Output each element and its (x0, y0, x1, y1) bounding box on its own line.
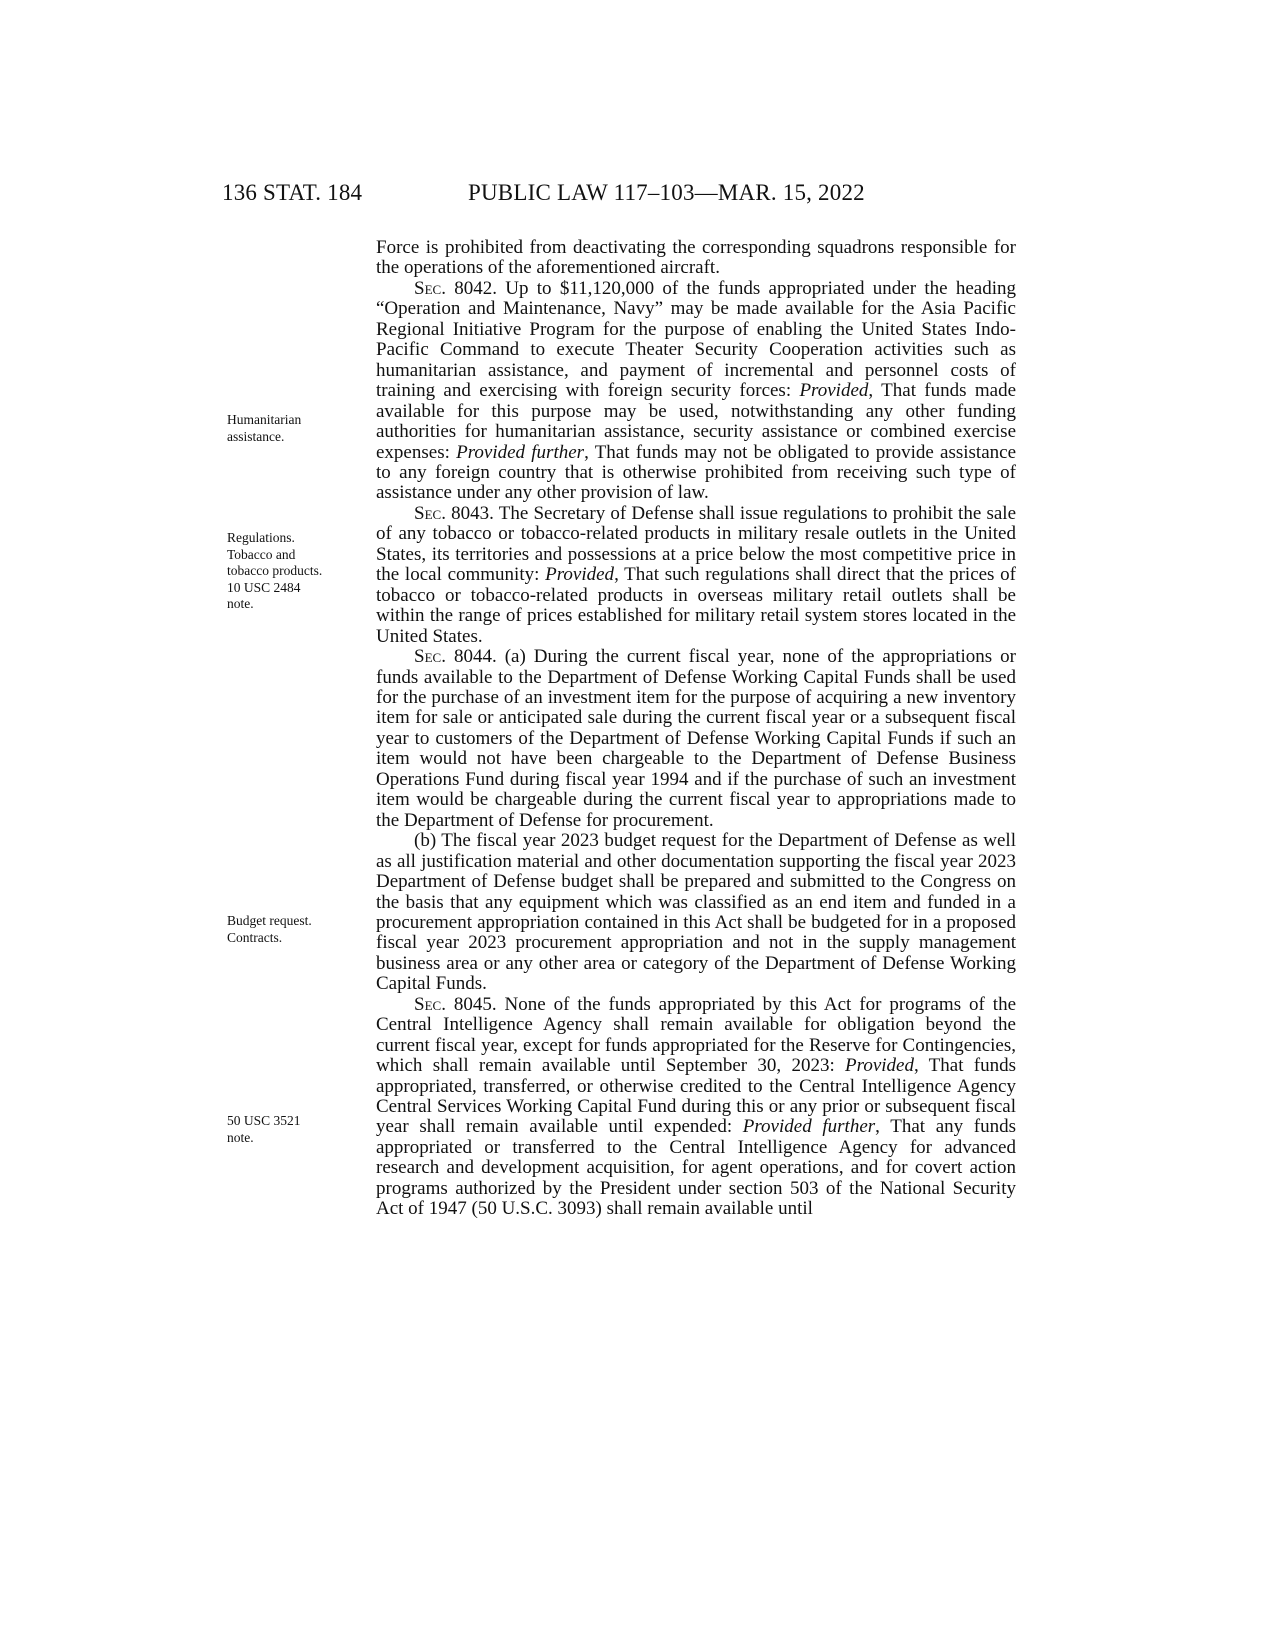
section-text: . 8045. None of the funds appropriated by this Act for programs of the Central Intelligence Agency shall remain available for obligation beyond the current fiscal year, except for funds appropriated for the Reserve for Contingencies, which shall remain available until September 30, 2023: (376, 993, 1016, 1077)
section-8043 (376, 504, 1016, 647)
margin-note-line: Humanitarian (227, 412, 302, 427)
margin-note-budget (227, 913, 357, 946)
margin-note-50-usc (227, 1113, 357, 1146)
margin-note-line: note. (227, 1129, 254, 1145)
provided-term: Provided (845, 1055, 914, 1077)
margin-note-line: Budget request. (227, 913, 312, 928)
section-text: . 8043. The Secretary of Defense shall issue regulations to prohibit the sale of any tobacco or tobacco-related products in military resale outlets in the United States, its territories and possessions at a price below the most competitive price in the local community: (376, 502, 1016, 586)
section-8044 (376, 647, 1016, 831)
margin-note-line: Tobacco and (227, 546, 296, 562)
section-text: , That funds made available for this purpose may be used, notwithstanding any other funding authorities for humanitarian assistance, security assistance or combined exercise expenses: (376, 380, 1017, 463)
stat-page-number: 136 STAT. 184 (222, 180, 363, 205)
section-text: , That any funds appropriated or transferred to the Central Intelligence Agency for advanced research and development acquisition, for agent operations, and for covert action programs authorized by the President under section 503 of the National Security Act of 1947 (50 U.S.C. 3093) shall remain available until (376, 1116, 1017, 1220)
provided-further-term: Provided further (456, 441, 585, 463)
margin-note-humanitarian (227, 412, 357, 445)
page-header (222, 180, 1010, 214)
section-text: , That such regulations shall direct that the prices of tobacco or tobacco-related products in overseas military retail outlets shall be within the range of prices established for military retail system stores located in the United States. (376, 564, 1016, 647)
margin-note-regulations (227, 530, 357, 613)
section-8044-b: (b) The fiscal year 2023 budget request for the Department of Defense as well as all justification material and other documentation supporting the fiscal year 2023 Department of Defense budget shall be prepared and submitted to the Congress on the basis that any equipment which was classified as an end item and funded in a procurement appropriation contained in this Act shall be budgeted for in a proposed fiscal year 2023 procurement appropriation and not in the supply management business area or any other area or category of the Department of Defense Working Capital Funds. (376, 830, 1016, 995)
section-prefix: Sec (414, 993, 442, 1015)
law-title: PUBLIC LAW 117–103—MAR. 15, 2022 (468, 180, 865, 205)
section-prefix: Sec (414, 646, 442, 668)
section-8045 (376, 995, 1016, 1220)
margin-note-line: Regulations. (227, 530, 295, 545)
provided-term: Provided (545, 564, 615, 586)
margin-note-line: note. (227, 596, 254, 611)
margin-note-line: assistance. (227, 428, 285, 444)
margin-note-line: Contracts. (227, 929, 283, 945)
statute-body (376, 238, 1016, 1220)
section-text: . 8044. (a) During the current fiscal year, none of the appropriations or funds available to the Department of Defense Working Capital Funds shall be used for the purchase of an investment item for the purpose of acquiring a new inventory item for sale or anticipated sale during the current fiscal year or a subsequent fiscal year to customers of the Department of Defense Working Capital Funds if such an item would not have been chargeable to the Department of Defense Business Operations Fund during fiscal year 1994 and if the purchase of such an investment item would be chargeable during the current fiscal year to appropriations made to the Department of Defense for procurement. (376, 646, 1016, 831)
section-text: , That funds appropriated, transferred, or otherwise credited to the Central Intelligence Agency Central Services Working Capital Fund during this or any prior or subsequent fiscal year shall remain available until expended: (376, 1055, 1016, 1138)
section-prefix: Sec (414, 277, 442, 299)
provided-term: Provided (799, 380, 869, 402)
section-prefix: Sec (414, 502, 442, 524)
section-text: , That funds may not be obligated to provide assistance to any foreign country that is otherwise prohibited from receiving such type of assistance under any other provision of law. (376, 441, 1016, 504)
section-text: . 8042. Up to $11,120,000 of the funds appropriated under the heading “Operation and Maintenance, Navy” may be made available for the Asia Pacific Regional Initiative Program for the purpose of enabling the United States Indo-Pacific Command to execute Theater Security Cooperation activities such as humanitarian assistance, and payment of incremental and personnel costs of training and exercising with foreign security forces: (376, 277, 1016, 402)
margin-note-line: tobacco products. (227, 563, 323, 578)
provided-further-term: Provided further (742, 1116, 876, 1138)
section-8042 (376, 279, 1016, 504)
margin-note-line: 50 USC 3521 (227, 1113, 301, 1128)
paragraph-continuation: Force is prohibited from deactivating the corresponding squadrons responsible for the operations of the aforementioned aircraft. (376, 237, 1016, 279)
margin-note-line: 10 USC 2484 (227, 579, 301, 595)
